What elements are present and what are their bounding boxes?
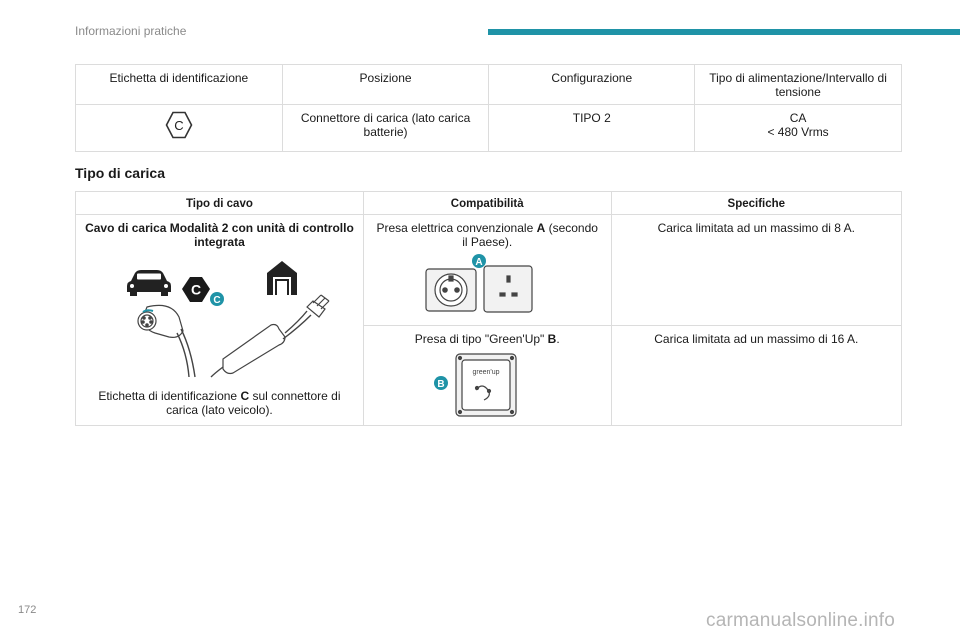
table-header-row [76,192,902,215]
type2-connector-icon [138,305,195,377]
callout-a-letter: A [475,257,483,268]
charging-cable-illustration [99,259,339,379]
compat-cell-a [363,215,611,326]
supply-cell [695,105,902,152]
watermark: carmanualsonline.info [706,610,896,631]
greenup-socket-illustration [432,350,542,420]
identification-table [75,64,902,152]
svg-text:C: C [174,118,184,133]
configuration-cell: TIPO 2 [489,105,695,152]
table-header-row [76,65,902,105]
supply-line-2: < 480 Vrms [767,125,829,139]
greenup-socket-icon [456,354,516,416]
supply-line-1: CA [789,111,807,125]
cable-cell [76,215,364,426]
compat-cell-b [363,326,611,426]
callout-b-letter: B [437,379,445,390]
page-number: 172 [18,604,37,616]
cable-caption: Etichetta di identificazione C sul connettore di carica (lato veicolo). [98,389,341,417]
callout-c-letter: C [213,295,222,306]
spec-cell-b: Carica limitata ad un massimo di 16 A. [611,326,901,426]
car-icon [127,270,171,296]
col-header-supply: Tipo di alimentazione/Intervallo di tensione [695,65,902,105]
house-icon [267,261,297,295]
label-c-icon [165,111,193,139]
page-section-title: Informazioni pratiche [75,24,187,38]
spec-cell-a: Carica limitata ad un massimo di 8 A. [611,215,901,326]
section-title: Tipo di carica [75,165,165,181]
col-header-position: Posizione [282,65,489,105]
standard-socket-illustration [422,253,552,313]
label-icon-cell [76,105,283,152]
badge-c-letter: C [191,281,202,298]
col-header-label: Etichetta di identificazione [76,65,283,105]
caption-letter: C [240,389,250,403]
col-header-specs: Specifiche [611,192,901,215]
control-box-icon [211,295,329,377]
uk-socket-icon [484,266,532,312]
header-accent-bar [488,29,960,35]
col-header-compat: Compatibilità [363,192,611,215]
col-header-cable: Tipo di cavo [76,192,364,215]
table-row [76,105,902,152]
cable-title: Cavo di carica Modalità 2 con unità di controllo integrata [85,221,354,249]
charging-types-table [75,191,902,426]
french-socket-icon [426,269,476,311]
col-header-configuration: Configurazione [489,65,695,105]
compat-text-a: Presa elettrica convenzionale A (secondo il Paese). [376,221,598,249]
compat-text-b: Presa di tipo "Green'Up" B. [414,332,560,346]
greenup-label: green'up [472,369,500,376]
table-row [76,215,902,326]
position-cell: Connettore di carica (lato carica batterie) [282,105,489,152]
